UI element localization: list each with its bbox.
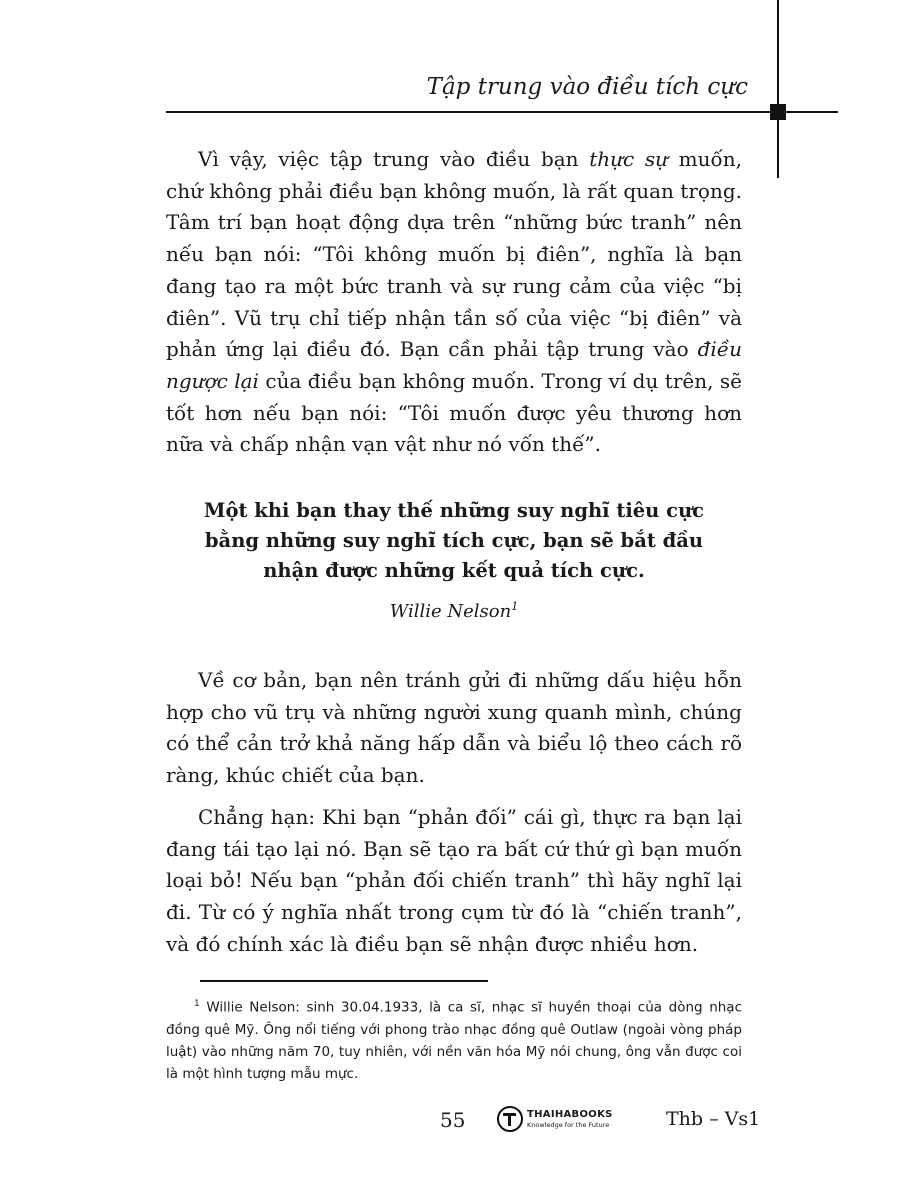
- emphasis-dieu-nguoc-lai: điều ngược lại: [166, 337, 742, 393]
- quote-author: Willie Nelson$^1$: [389, 600, 519, 622]
- page-number: 55: [440, 1108, 466, 1132]
- publisher-logo: [497, 1106, 622, 1136]
- pull-quote: [166, 496, 742, 586]
- edition-code: Thb – Vs1: [666, 1108, 761, 1130]
- crop-mark-square: [770, 104, 786, 120]
- header-rule: [166, 111, 756, 113]
- paragraph-2: Về cơ bản, bạn nên tránh gửi đi những dấu hiệu hỗn hợp cho vũ trụ và những người xung quanh mình, chúng có thể cản trở khả năng hấp dẫn và biểu lộ theo cách rõ ràng, khúc chiết của bạn.: [166, 668, 742, 788]
- footnote: $^1$ Willie Nelson: sinh 30.04.1933, là ca sĩ, nhạc sĩ huyền thoại của dòng nhạc đồng quê Mỹ. Ông nổi tiếng với phong trào nhạc đồng quê Outlaw (ngoài vòng pháp luật) vào những năm 70, tuy nhiên, với nền văn hóa Mỹ nói chung, ông vẫn được coi là một hình tượng mẫu mực.: [166, 999, 742, 1082]
- footnote-rule: [200, 980, 488, 982]
- publisher-name: THAIHABOOKS: [527, 1109, 613, 1120]
- footnote-mark: 1: [194, 999, 200, 1009]
- paragraph-1: Vì vậy, việc tập trung vào điều bạn thực sự muốn, chứ không phải điều bạn không muốn, là rất quan trọng. Tâm trí bạn hoạt động dựa trên “những bức tranh” nên nếu bạn nói: “Tôi không muốn bị điên”, nghĩa là bạn đang tạo ra một bức tranh và sự rung cảm của việc “bị điên”. Vũ trụ chỉ tiếp nhận tần số của việc “bị điên” và phản ứng lại điều đó. Bạn cần phải tập trung vào điều ngược lại của điều bạn không muốn. Trong ví dụ trên, sẽ tốt hơn nếu bạn nói: “Tôi muốn được yêu thương hơn nữa và chấp nhận vạn vật như nó vốn thế”.: [166, 147, 742, 457]
- paragraph-3: Chẳng hạn: Khi bạn “phản đối” cái gì, thực ra bạn lại đang tái tạo lại nó. Bạn sẽ tạo ra bất cứ thứ gì bạn muốn loại bỏ! Nếu bạn “phản đối chiến tranh” thì hãy nghĩ lại đi. Từ có ý nghĩa nhất trong cụm từ đó là “chiến tranh”, và đó chính xác là điều bạn sẽ nhận được nhiều hơn.: [166, 805, 742, 956]
- footnote-reference[interactable]: 1: [511, 600, 519, 613]
- crop-mark-vertical: [777, 0, 779, 178]
- quote-line-1: Một khi bạn thay thế những suy nghĩ tiêu cực: [203, 499, 705, 522]
- quote-line-2: bằng những suy nghĩ tích cực, bạn sẽ bắt đầu: [204, 529, 704, 552]
- emphasis-thuc-su: thực sự: [589, 147, 669, 171]
- quote-line-3: nhận được những kết quả tích cực.: [263, 559, 645, 582]
- running-title: Tập trung vào điều tích cực: [426, 74, 748, 100]
- publisher-tagline: Knowledge for the Future: [527, 1121, 610, 1129]
- publisher-logo-icon: [497, 1106, 523, 1132]
